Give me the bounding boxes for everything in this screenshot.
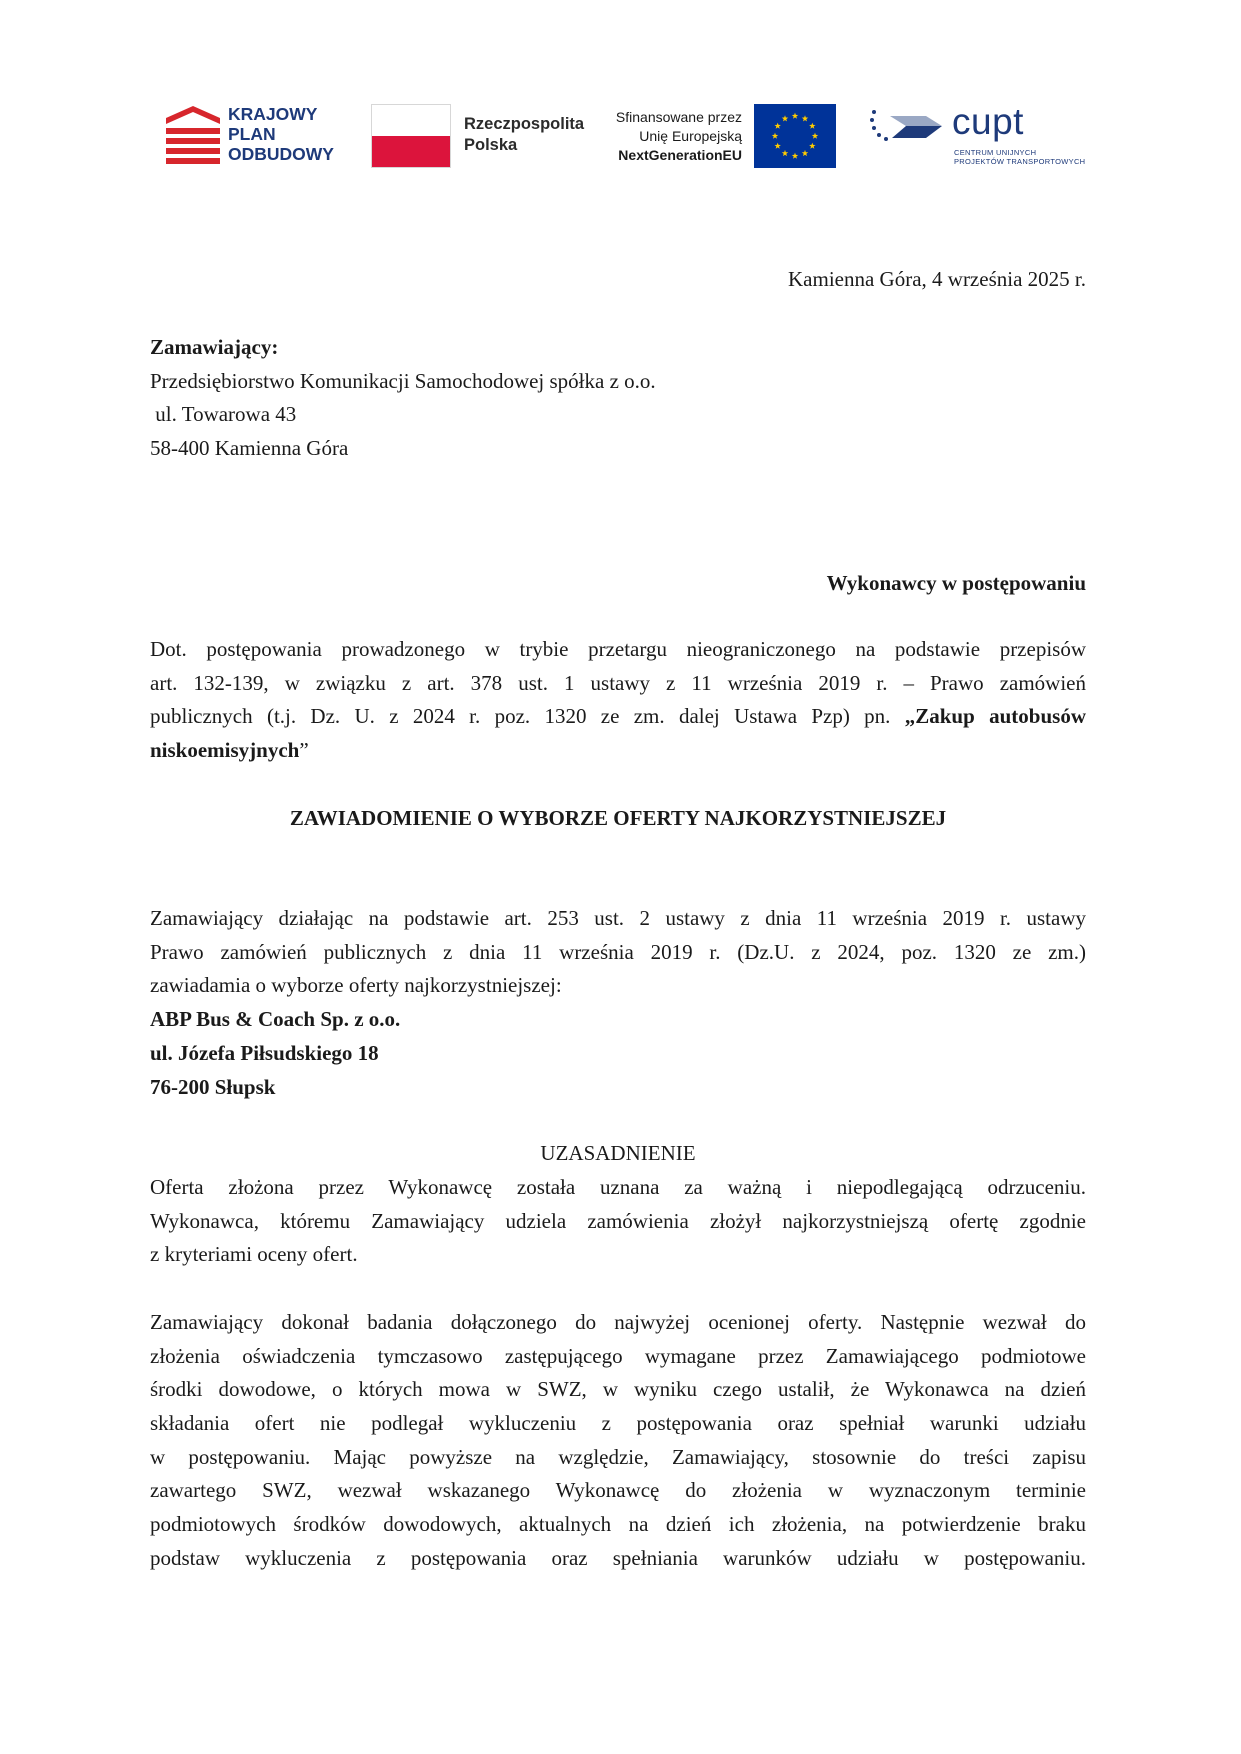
decision-line-2: Prawo zamówień publicznych z dnia 11 września 2019 r. (Dz.U. z 2024, poz. 1320 ze zm.)	[150, 940, 1086, 964]
cupt-logo	[870, 101, 1086, 170]
eu-star-icon	[782, 150, 788, 156]
eu-star-icon	[792, 113, 798, 119]
justification-2-line-2: złożenia oświadczenia tymczasowo zastępującego wymagane przez Zamawiającego podmiotowe	[150, 1344, 1086, 1368]
winner-name: ABP Bus & Coach Sp. z o.o.	[150, 1007, 401, 1031]
justification-2-line-6: zawartego SWZ, wezwał wskazanego Wykonawcę do złożenia w wyznaczonym terminie	[150, 1478, 1086, 1502]
place-date: Kamienna Góra, 4 września 2025 r.	[788, 267, 1086, 291]
kpo-logo	[166, 104, 346, 170]
eu-star-icon	[774, 123, 780, 129]
buyer-street: ul. Towarowa 43	[150, 402, 297, 426]
reference-line-1: Dot. postępowania prowadzonego w trybie przetargu nieograniczonego na podstawie przepisów	[150, 637, 1086, 661]
buyer-city: 58-400 Kamienna Góra	[150, 436, 349, 460]
eu-star-icon	[792, 153, 798, 159]
decision-line-1: Zamawiający działając na podstawie art. 253 ust. 2 ustawy z dnia 11 września 2019 r. ustawy	[150, 906, 1086, 930]
eu-funding-logo	[606, 104, 838, 170]
closing-quote: ”	[299, 738, 309, 762]
addressee: Wykonawcy w postępowaniu	[826, 571, 1086, 595]
polish-flag-icon	[371, 104, 451, 168]
procurement-title-end: niskoemisyjnych	[150, 738, 300, 762]
decision-line-3: zawiadamia o wyborze oferty najkorzystniejszej:	[150, 973, 562, 997]
justification-2-line-4: składania ofert nie podlegał wykluczeniu z postępowania oraz spełniał warunki udziału	[150, 1411, 1086, 1435]
eu-star-icon	[802, 150, 808, 156]
reference-line-3-text: publicznych (t.j. Dz. U. z 2024 r. poz. 1320 ze zm. dalej Ustawa Pzp) pn.	[150, 704, 905, 728]
buyer-label: Zamawiający:	[150, 335, 279, 359]
eu-flag-icon	[754, 104, 836, 168]
rp-name: Rzeczpospolita Polska	[464, 115, 585, 154]
kpo-stairs-icon	[166, 106, 220, 170]
reference-line-3	[150, 699, 1086, 733]
eu-star-icon	[774, 143, 780, 149]
justification-1-line-2: Wykonawca, któremu Zamawiający udziela zamówienia złożył najkorzystniejszą ofertę zgodnie	[150, 1209, 1086, 1233]
justification-2-line-5: w postępowaniu. Mając powyższe na względzie, Zamawiający, stosownie do treści zapisu	[150, 1445, 1086, 1469]
cupt-wordmark: cupt	[952, 101, 1024, 142]
eu-line-3: NextGenerationEU	[618, 147, 742, 163]
cupt-mark-icon	[870, 106, 950, 150]
eu-star-icon	[809, 123, 815, 129]
logo-bar	[0, 0, 1241, 200]
eu-star-icon	[782, 115, 788, 121]
eu-line-1: Sfinansowane przez	[615, 109, 742, 125]
eu-star-icon	[802, 115, 808, 121]
justification-1-line-3: z kryteriami oceny ofert.	[150, 1242, 358, 1266]
winner-city: 76-200 Słupsk	[150, 1075, 276, 1099]
justification-title: UZASADNIENIE	[540, 1141, 696, 1165]
eu-star-icon	[812, 133, 818, 139]
notice-title: ZAWIADOMIENIE O WYBORZE OFERTY NAJKORZYSTNIEJSZEJ	[289, 806, 947, 830]
cupt-subtitle: CENTRUM UNIJNYCH PROJEKTÓW TRANSPORTOWYCH	[954, 148, 1086, 166]
procurement-title-start: „Zakup autobusów	[904, 704, 1086, 728]
justification-2-line-7: podmiotowych środków dowodowych, aktualnych na dzień ich złożenia, na potwierdzenie braku	[150, 1512, 1086, 1536]
winner-street: ul. Józefa Piłsudskiego 18	[150, 1041, 379, 1065]
kpo-name: KRAJOWY PLAN ODBUDOWY	[228, 104, 334, 164]
justification-2-line-8: podstaw wykluczenia z postępowania oraz spełniania warunków udziału w postępowaniu.	[150, 1546, 1086, 1570]
justification-1-line-1: Oferta złożona przez Wykonawcę została uznana za ważną i niepodlegającą odrzuceniu.	[150, 1175, 1086, 1199]
reference-line-2: art. 132-139, w związku z art. 378 ust. 1 ustawy z 11 września 2019 r. – Prawo zamówień	[150, 671, 1086, 695]
buyer-name: Przedsiębiorstwo Komunikacji Samochodowej spółka z o.o.	[150, 369, 656, 393]
rzeczpospolita-logo	[371, 104, 585, 168]
justification-2-line-3: środki dowodowe, o których mowa w SWZ, w wyniku czego ustalił, że Wykonawca na dzień	[150, 1377, 1086, 1401]
eu-line-2: Unię Europejską	[639, 128, 742, 144]
eu-funding-text	[606, 108, 742, 165]
reference-line-4	[150, 733, 1086, 767]
eu-star-icon	[772, 133, 778, 139]
justification-2-line-1: Zamawiający dokonał badania dołączonego do najwyżej ocenionej oferty. Następnie wezwał do	[150, 1310, 1086, 1334]
eu-star-icon	[809, 143, 815, 149]
